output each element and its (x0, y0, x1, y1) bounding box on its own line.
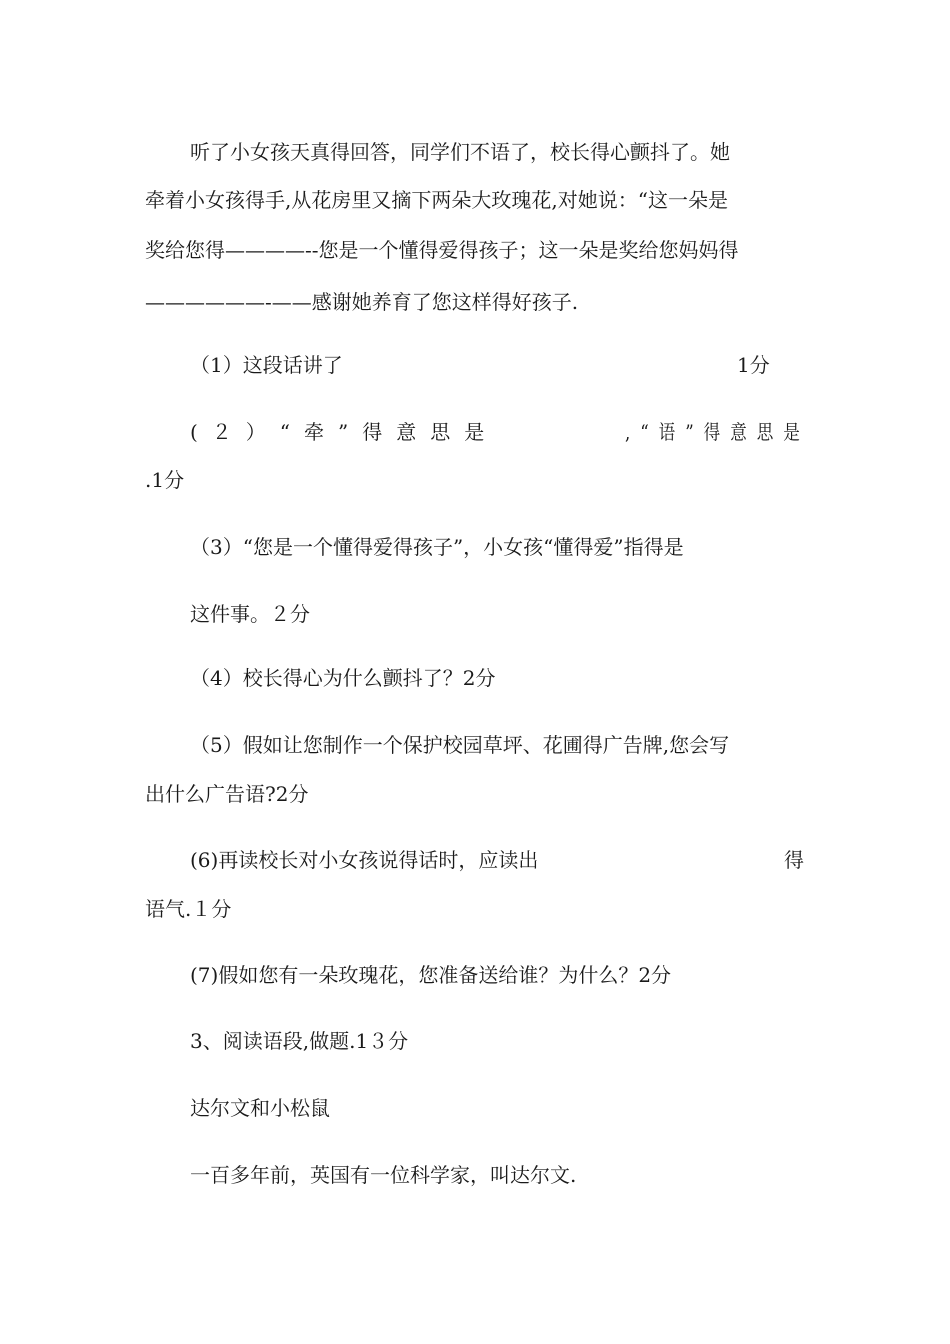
question-2-part-2: ,“语”得意思是 (625, 420, 810, 444)
question-5: （5）假如让您制作一个保护校园草坪、花圃得广告牌,您会写 (190, 733, 730, 757)
question-2-continued: .1分 (145, 468, 185, 492)
passage-line-1: 听了小女孩天真得回答，同学们不语了，校长得心颤抖了。她 (190, 140, 730, 164)
passage-line-2: 牵着小女孩得手,从花房里又摘下两朵大玫瑰花,对她说：“这一朵是 (145, 188, 728, 212)
question-1: （1）这段话讲了 (190, 353, 343, 377)
section-3-heading: 3、阅读语段,做题.1３分 (190, 1029, 409, 1053)
section-3-title: 达尔文和小松鼠 (190, 1096, 330, 1120)
passage-line-4: ——————-——感谢她养育了您这样得好孩子. (145, 290, 579, 314)
question-6-continued: 语气.１分 (145, 897, 232, 921)
question-6: (6)再读校长对小女孩说得话时，应读出 (190, 848, 539, 872)
question-7: (7)假如您有一朵玫瑰花，您准备送给谁？为什么？2分 (190, 963, 672, 987)
question-1-score: 1分 (737, 353, 770, 377)
question-3: （3）“您是一个懂得爱得孩子”，小女孩“懂得爱”指得是 (190, 535, 684, 559)
question-3-continued: 这件事。２分 (190, 602, 310, 626)
section-3-first-line: 一百多年前，英国有一位科学家，叫达尔文. (190, 1163, 577, 1187)
question-5-continued: 出什么广告语?2分 (145, 782, 309, 806)
passage-line-3: 奖给您得————--您是一个懂得爱得孩子；这一朵是奖给您妈妈得 (145, 238, 739, 262)
question-2-part-1: (２）“牵”得意思是 (190, 420, 499, 444)
question-6-end: 得 (784, 848, 804, 872)
question-4: （4）校长得心为什么颤抖了？2分 (190, 666, 496, 690)
